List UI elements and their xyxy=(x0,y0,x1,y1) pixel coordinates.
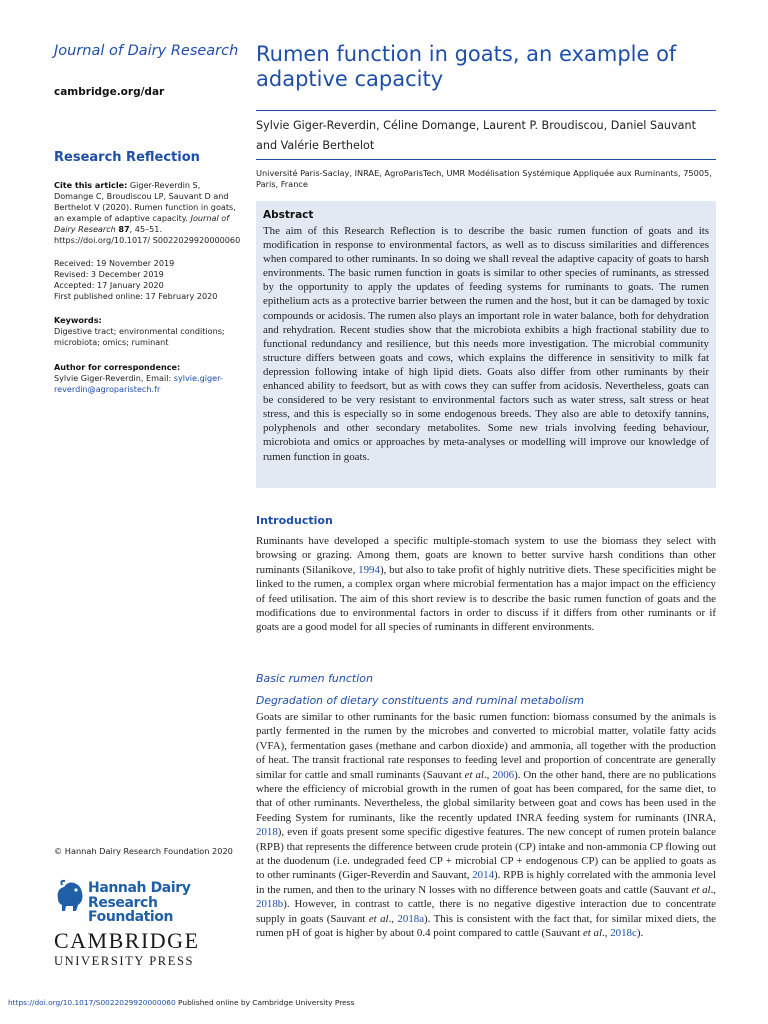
correspondence-text: Sylvie Giger-Reverdin, Email: xyxy=(54,372,172,383)
abstract-text: The aim of this Research Reflection is to describe the basic rumen function of goats and its modification in response to environmental factors, as well as to discuss similarities and differences when compared to other ruminants. In so doing we shall reveal the adaptive capacity of goats to harsh environments. The basic rumen function in goats is similar to other species of ruminants, as stressed by the opportunity to apply the updates of feeding systems for ruminants to goats. The rumen epithelium acts as a protective barrier between the rumen and the host, but it can be damaged by toxic compounds or acidosis. The rumen also plays an important role in water balance, both for dehydration and rehydration. Recent studies show that the microbiota exhibits a high fractional stability due to functional redundancy and resilience, but this needs more investigation. The microbial community structure differs between goats and cows, which explains the difference in sensitivity to milk fat depression following intake of high lipid diets. Goats also differ from other ruminants by their enhanced ability to feedsort, but as with cows they can suffer from acidosis. Nevertheless, goats can be considered to be very resistant to environmental factors such as water stress, salt stress or heat stress, and this is especially so in some endogenous breeds. They also are able to detoxify tannins, polyphenols and other secondary metabolites. Some new trials involving feeding behaviour, microbiota and omics or approaches by meta-analyses or modelling will improve our knowledge of rumen function in goats. xyxy=(263,225,709,463)
citation-link[interactable]: 2018a xyxy=(397,912,425,925)
cup-line-2: UNIVERSITY PRESS xyxy=(54,954,195,968)
degradation-heading: Degradation of dietary constituents and ruminal metabolism xyxy=(256,694,585,707)
date-published: First published online: 17 February 2020 xyxy=(54,290,218,301)
citation-block xyxy=(54,180,242,245)
body-text: ). On the other hand, there are no publications where the efficiency of microbial growth in the rumen of goat has been compared, for the same diet, to that of other ruminants. Nevertheless, the global similarity between goat and cows has been used in the Feeding System for ruminants, like the recently updated INRA feeding system for ruminants (INRA, xyxy=(256,768,716,824)
cite-text: Giger-Reverdin S, Domange C, Broudiscou LP, Sauvant D and Berthelot V (2020). Rumen function in goats, an example of adaptive capacity. xyxy=(54,180,236,223)
citation-link[interactable]: 2014 xyxy=(472,869,495,882)
et-al: et al xyxy=(582,927,603,940)
logo-line-1: Hannah Dairy Research xyxy=(88,880,191,911)
citation-link[interactable]: 2018c xyxy=(610,927,637,940)
cite-label: Cite this article: xyxy=(54,180,128,190)
cite-volume: 87 xyxy=(118,223,130,234)
body-text: ). This is consistent with the fact that, for similar mixed diets, the rumen pH of goat is higher by about 0.4 point compared to cattle (Sauvant xyxy=(256,912,717,940)
authors: Sylvie Giger-Reverdin, Céline Domange, Laurent P. Broudiscou, Daniel Sauvant and Valérie Berthelot xyxy=(256,119,696,152)
history-dates xyxy=(54,258,242,302)
journal-site[interactable]: cambridge.org/dar xyxy=(54,86,165,98)
date-received: Received: 19 November 2019 xyxy=(54,258,175,268)
correspondence-block xyxy=(54,362,242,395)
citation-link[interactable]: 2006 xyxy=(492,768,515,781)
intro-heading: Introduction xyxy=(256,514,333,527)
date-accepted: Accepted: 17 January 2020 xyxy=(54,279,164,290)
authors-rule xyxy=(256,159,716,160)
intro-text-1: Ruminants have developed a specific multiple-stomach system to use the biomass they select with browsing or grazing. Among them, goats are known to better survive harsh conditions than other ruminants (Silanikove, xyxy=(256,535,716,576)
title-rule xyxy=(256,110,716,111)
body-paragraph: Goats are similar to other ruminants for the basic rumen function: biomass consumed by the animals is partly fermented in the rumen by the microbes and converted to microbial matter, volatile fatty acids (VFA), fermentation gases (methane and carbon dioxide) and ammonia, all together with the production of heat. The transit fractional rate responses to feeding level and proportion of concentrate are generally similar for cattle and small ruminants (Sauvant et al., 2006). On the other hand, there are no publications where the efficiency of microbial growth in the rumen of goat has been compared, for the same diet, to that of other ruminants. Nevertheless, the global similarity between goat and cows has been used in the Feeding System for ruminants, like the recently updated INRA feeding system for ruminants (INRA, 2018), even if goats present some specific digestive features. The new concept of rumen protein balance (RPB) that represents the difference between crude protein (CP) intake and non-ammonia CP flowing out at the duodenum (i.e. undegraded feed CP + microbial CP + endogenous CP) can be applied to goats as to other ruminants (Giger-Reverdin and Sauvant, 2014). RPB is highly correlated with the ammonia level in the rumen, and then to the urinary N losses with no difference between goats and cattle (Sauvant et al., 2018b). However, in contrast to cattle, there is no negative digestive interaction due to concentrate supply in goats (Sauvant et al., 2018a). This is consistent with the fact that, for similar mixed diets, the rumen pH of goat is higher by about 0.4 point compared to cattle (Sauvant et al., 2018c). xyxy=(256,711,717,940)
correspondence-email[interactable]: sylvie.giger-reverdin@agroparistech.fr xyxy=(54,372,223,394)
body-text: ), even if goats present some specific digestive features. The new concept of rumen protein balance (RPB) that represents the difference between crude protein (CP) intake and non-ammonia CP flowing out at the duodenum (i.e. undegraded feed CP + microbial CP + endogenous CP) can be applied to goats as to other ruminants (Giger-Reverdin and Sauvant, xyxy=(256,826,716,882)
keywords-block xyxy=(54,315,242,348)
copyright: © Hannah Dairy Research Foundation 2020 xyxy=(54,846,233,856)
cite-pages-doi: , 45–51. https://doi.org/10.1017/ S0022029920000060 xyxy=(54,223,241,245)
et-al: et al xyxy=(368,912,389,925)
intro-paragraph xyxy=(256,534,716,635)
et-al: et al xyxy=(464,768,484,781)
affiliation: Université Paris-Saclay, INRAE, AgroParisTech, UMR Modélisation Systémique Appliquée aux Ruminants, 75005, Paris, France xyxy=(256,168,712,189)
date-revised: Revised: 3 December 2019 xyxy=(54,268,164,279)
abstract-box xyxy=(256,201,716,488)
basic-heading: Basic rumen function xyxy=(256,672,373,685)
body-text: Goats are similar to other ruminants for the basic rumen function: biomass consumed by the animals is partly fermented in the rumen by the microbes and converted to microbial matter, volatile fatty acids (VFA), fermentation gases (methane and carbon dioxide) and ammonia, all together with the production of heat. The transit fractional rate responses to feeding level and proportion of concentrate are generally similar for cattle and small ruminants (Sauvant xyxy=(256,711,716,781)
keywords-label: Keywords: xyxy=(54,315,102,325)
article-title: Rumen function in goats, an example of adaptive capacity xyxy=(256,42,677,91)
keywords-text: Digestive tract; environmental conditions; microbiota; omics; ruminant xyxy=(54,325,225,347)
correspondence-label: Author for correspondence: xyxy=(54,362,181,372)
et-al: et al xyxy=(691,883,711,896)
cambridge-logo xyxy=(54,930,244,969)
body-text: ). RPB is highly correlated with the ammonia level in the rumen, and then to the urinary N losses with no difference between goats and cattle (Sauvant xyxy=(256,869,716,896)
page-footer xyxy=(8,998,354,1007)
body-text: ). However, in contrast to cattle, there is no negative digestive interaction due to concentrate supply in goats (Sauvant xyxy=(256,898,716,925)
abstract-heading: Abstract xyxy=(263,209,314,221)
hannah-foundation-logo xyxy=(54,879,244,925)
citation-link[interactable]: 1994 xyxy=(358,563,380,576)
cite-journal: Journal of Dairy Research xyxy=(54,212,230,234)
citation-link[interactable]: 2018b xyxy=(256,898,284,911)
footer-text: Published online by Cambridge University Press xyxy=(175,998,355,1007)
footer-doi-link[interactable]: https://doi.org/10.1017/S0022029920000060 xyxy=(8,998,176,1007)
cup-line-1: CAMBRIDGE xyxy=(54,928,200,953)
section-label: Research Reflection xyxy=(54,150,200,165)
journal-name: Journal of Dairy Research xyxy=(54,43,239,59)
goat-logo-icon xyxy=(54,879,86,913)
logo-line-2: Foundation xyxy=(88,909,174,925)
citation-link[interactable]: 2018 xyxy=(256,826,278,839)
body-text: ). xyxy=(636,927,644,940)
intro-text-2: ), but also to take profit of highly nutritive diets. These specificities might be linked to the rumen, a complex organ where microbial fermentation has a major impact on the efficiency of feed utilisation. The aim of this short review is to describe the basic rumen function of goats and the modifications due to environmental factors in order to discuss if it differs from other ruminants or if goats are a good model for all species of ruminants in different environments. xyxy=(256,563,716,634)
